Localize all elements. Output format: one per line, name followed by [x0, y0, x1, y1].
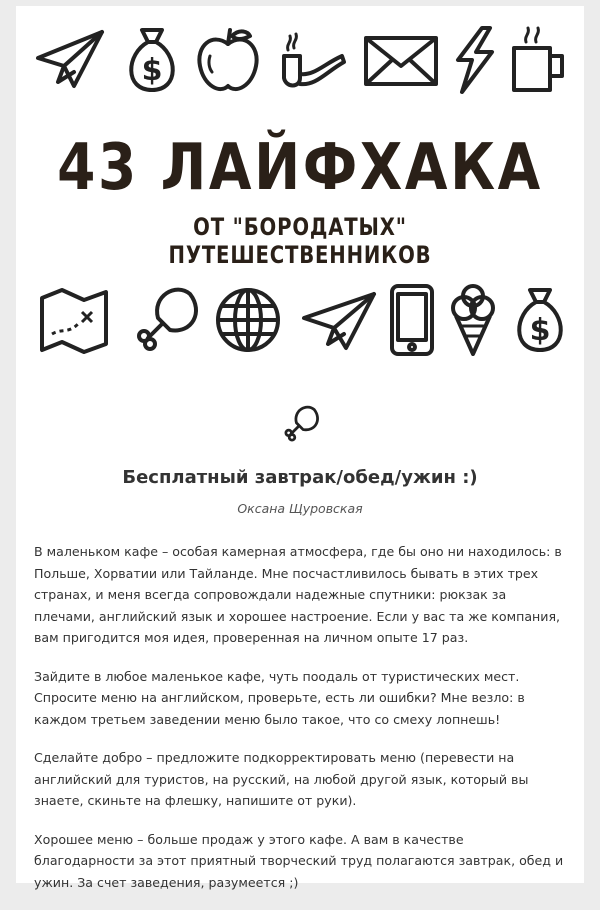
- paper-plane-icon: [300, 284, 378, 356]
- article-title: Бесплатный завтрак/обед/ужин :): [122, 467, 478, 488]
- paragraph: Хорошее меню – больше продаж у этого кафе. А вам в качестве благодарности за этот приятный творческий труд полагаются завтрак, обед и ужин. За счет заведения, разумеется ;): [34, 831, 564, 890]
- envelope-icon: [362, 24, 440, 96]
- mug-icon: [508, 24, 568, 96]
- drumstick-icon: [282, 402, 322, 446]
- lightning-icon: [446, 24, 502, 96]
- paragraph: В маленьком кафе – особая камерная атмосфера, где бы оно ни находилось: в Польше, Хорватии или Тайланде. Мне посчастливилось бывать в этих трех странах, и меня всегда сопровождали надежные спутники: рюкзак за плечами, английский язык и хорошее настроение. Если у вас та же компания, вам пригодится моя идея, проверенная на личном опыте 17 раз.: [34, 544, 562, 645]
- paragraph: Зайдите в любое маленькое кафе, чуть поодаль от туристических мест. Спросите меню на английском, проверьте, есть ли ошибки? Мне везло: в каждом третьем заведении меню было такое, что со смеху лопнешь!: [34, 668, 525, 727]
- apple-icon: [192, 24, 264, 96]
- globe-icon: [212, 284, 284, 356]
- article-body: [34, 541, 568, 910]
- svg-text:$: $: [529, 313, 551, 348]
- money-bag-icon: [116, 24, 188, 96]
- article-card: [16, 6, 584, 890]
- pipe-icon: [274, 24, 346, 96]
- icon-row-bottom: [16, 284, 584, 364]
- icon-row-top: [16, 24, 584, 104]
- phone-icon: [388, 284, 436, 356]
- paragraph: Сделайте добро – предложите подкорректировать меню (перевести на английский для туристов, на русский, на любой другой язык, который вы знаете, скиньте на флешку, напишите от руки).: [34, 750, 529, 808]
- article-author: Оксана Щуровская: [237, 501, 363, 516]
- map-icon: [38, 284, 110, 356]
- drumstick-icon: [132, 284, 204, 356]
- headline: 43 ЛАЙФХАКА: [57, 131, 543, 205]
- paper-plane-icon: [34, 24, 106, 96]
- ice-cream-icon: [448, 284, 498, 356]
- svg-text:$: $: [141, 53, 163, 88]
- money-bag-icon: [504, 284, 576, 356]
- subheadline: ОТ "БОРОДАТЫХ" ПУТЕШЕСТВЕННИКОВ: [168, 213, 432, 269]
